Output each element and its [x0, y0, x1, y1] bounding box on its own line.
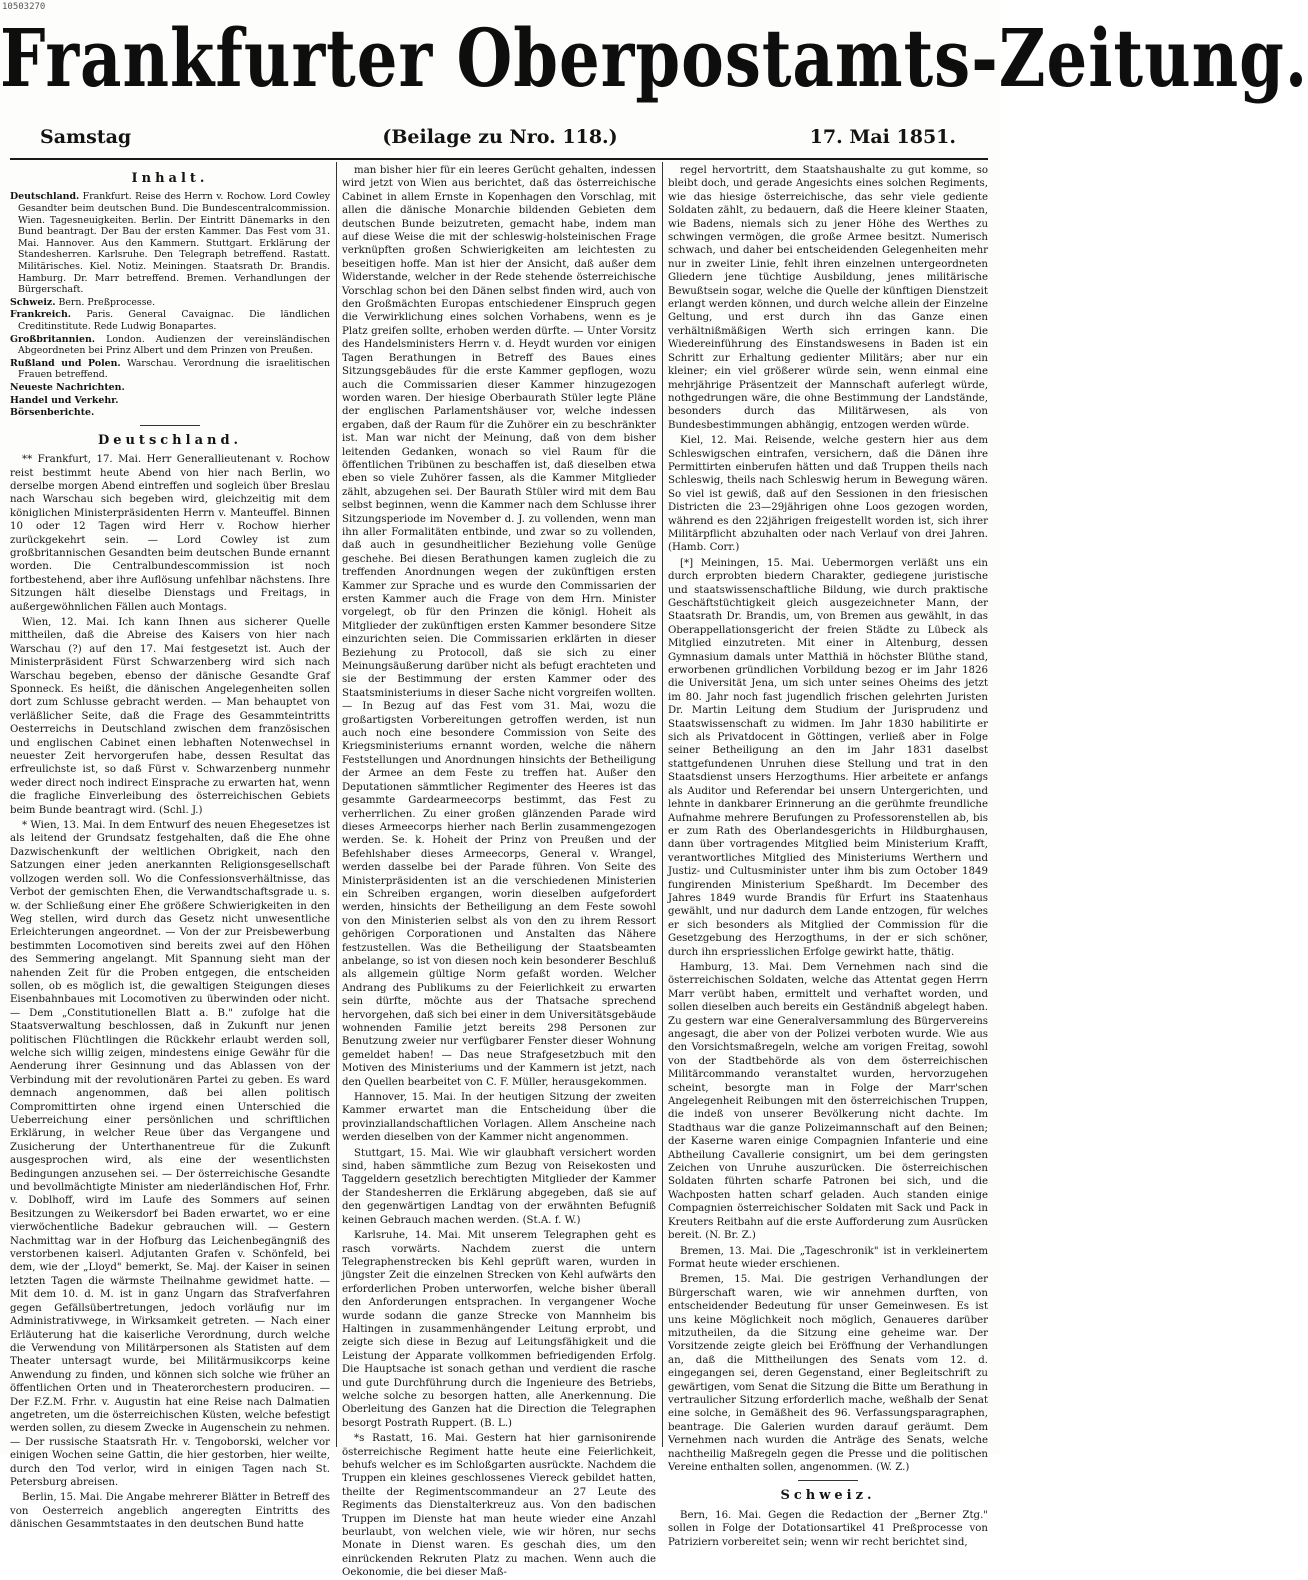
toc-item [10, 407, 330, 419]
header-rule [10, 158, 988, 160]
toc-item [10, 395, 330, 407]
toc-item-text: Frankfurt. Reise des Herrn v. Rochow. Lord Cowley Gesandter beim deutschen Bund. Die Bundescentralcommission. Wien. Tagesneuigkeiten. Berlin. Der Eintritt Dänemarks in den Bund beantragt. Der Bau der ersten Kammer. Das Fest vom 31. Mai. Hannover. Aus den Kammern. Stuttgart. Erklärung der Standesherren. Karlsruhe. Den Telegraph betreffend. Rastatt. Militärisches. Kiel. Notiz. Meiningen. Staatsrath Dr. Brandis. Hamburg. Dr. Marr betreffend. Bremen. Verhandlungen der Bürgerschaft. [18, 191, 330, 296]
toc-item [10, 297, 330, 309]
column-2 [342, 164, 657, 1579]
article-paragraph: [*] Meiningen, 15. Mai. Uebermorgen verläßt uns ein durch erprobten biedern Charakter, gediegene juristische und staatswissenschaftliche Bildung, wie durch praktische Geschäftstüchtigkeit gleich ausgezeichneter Mann, der Staatsrath Dr. Brandis, um, von Bremen aus gewählt, in das Oberappellationsgericht der freien Städte zu Lübeck als Mitglied einzutreten. Mit einer in Altenburg, dessen Gymnasium damals unter Matthiä in höchster Blüthe stand, erworbenen gründlichen Vorbildung bezog er im Jahr 1826 die Universität Jena, um sich unter seines Oheims des jetzt im 80. Jahr noch fast jugendlich frischen gelehrten Juristen Dr. Martin Leitung dem Studium der Jurisprudenz und Staatswissenschaft zu widmen. Im Jahr 1830 habilitirte er sich als Privatdocent in Göttingen, verließ aber in Folge seiner Betheiligung an den im Jahr 1831 daselbst stattgefundenen Unruhen diese Stellung und trat in den Staatsdienst unsers Herzogthums. Hier arbeitete er anfangs als Auditor und Referendar bei unsern Untergerichten, und lehnte in dankbarer Erinnerung an die gerühmte freundliche Aufnahme mehrere Berufungen zu Professorenstellen ab, bis er zum Rath des Oberlandesgerichts in Hildburghausen, dann über vortragendes Mitglied beim Ministerium Krafft, verantwortliches Mitglied des Ministeriums Werthern und Justiz- und Cultusminister unter ihm bis zum October 1849 fungirenden Ministerium Speßhardt. Im December des Jahres 1849 wurde Brandis für Erfurt ins Staatenhaus gewählt, und nur dadurch dem Lande entzogen, für welches er sich besonders als Mitglied der Commission für die Gesetzgebung des Herzogthums, in der er sich schöner, durch ihn erspriesslichen Erfolge gewirkt hatte, thätig. [668, 557, 988, 958]
toc-item-title: Deutschland. [10, 191, 80, 203]
article-paragraph: Stuttgart, 15. Mai. Wie wir glaubhaft versichert worden sind, haben sämmtliche zum Bezug von Reisekosten und Taggeldern gesetzlich berechtigten Mitglieder der Kammer der Standesherren die Erklärung abgegeben, daß sie auf den gegenwärtigen Landtag von der erwähnten Befugniß keinen Gebrauch machen werden. (St.A. f. W.) [342, 1147, 656, 1226]
toc-item [10, 191, 330, 295]
article-paragraph: Berlin, 15. Mai. Die Angabe mehrerer Blätter in Betreff des von Oesterreich angeblich angeregten Eintritts des dänischen Gesammtstaates in den deutschen Bund hatte [10, 1492, 330, 1531]
toc-item-text: Warschau. Verordnung die israelitischen Frauen betreffend. [18, 357, 331, 381]
toc-item-title: Rußland und Polen. [10, 357, 121, 369]
article-paragraph: regel hervortritt, dem Staatshaushalte zu gut komme, so bleibt doch, und gerade Angesichts eines solchen Regiments, wie das hiesige österreichische, das sehr viele gediente Soldaten zählt, zu bedauern, daß die Heere kleiner Staaten, wie Badens, niemals sich zu jener Höhe des Werthes zu schwingen vermögen, die große Armee besitzt. Numerisch schwach, und daher bei entscheidenden Gelegenheiten mehr nur in zweiter Linie, fehlt ihren einzelnen untergeordneten Gliedern jene tüchtige Ausbildung, jenes militärische Bewußtsein sogar, welche die Quelle der künftigen Dienstzeit erlangt werden können, und durch welche allein der Einzelne Geltung, und erst durch ihn das Ganze einen verhältnißmäßigen Werth sich erringen kann. Die Wiedereinführung des Einstandswesens in Baden ist ein Schritt zur Erhaltung gedienter Militärs; aber nur ein kleiner; ein viel größerer würde sein, wenn einmal eine mehrjährige Präsentzeit der Mannschaft auferlegt würde, nothgedrungen wäre, die ohne Bestimmung der Landstände, besonders durch das Militärwesen, als von Bundesbestimmungen abhängig, entzogen werden würde. [668, 165, 988, 431]
issue-weekday: Samstag [40, 126, 132, 148]
toc-item-title: Handel und Verkehr. [10, 394, 119, 406]
article-paragraph: Kiel, 12. Mai. Reisende, welche gestern hier aus dem Schleswigschen eintrafen, versichern, daß die Dänen ihre Permittirten einberufen hätten und daß Truppen theils nach Schleswig, theils nach Schleswig herum in Bewegung wären. So viel ist gewiß, daß auf den Sessionen in den friesischen Districten die 23—29jährigen ohne Loos gezogen worden, während es den 22jährigen freigestellt worden ist, sich ihrer Militärpflicht abzuhalten oder nach Verlauf von drei Jahren. (Hamb. Corr.) [668, 435, 988, 554]
toc-item-text: Paris. General Cavaignac. Die ländlichen Creditinstitute. Rede Ludwig Bonapartes. [18, 309, 330, 332]
article-paragraph: Hamburg, 13. Mai. Dem Vernehmen nach sind die österreichischen Soldaten, welche das Attentat gegen Herrn Marr verübt haben, ermittelt und verhaftet worden, und sollen dieselben auch bereits ein Geständniß abgelegt haben. Zu gestern war eine Generalversammlung des Bürgervereins angesagt, die aber von der Polizei verboten wurde. Wie aus den Vorsichtsmaßregeln, welche am vorigen Freitag, sowohl von der Stadtbehörde als von dem österreichischen Militärcommando veranstaltet wurden, hervorzugehen scheint, besorgte man in Folge der Marr'schen Angelegenheit Reibungen mit den österreichischen Truppen, die indeß von unserer Bevölkerung nicht dachte. Im Stadthaus war die ganze Polizeimannschaft auf den Beinen; der Kaserne waren einige Compagnien Infanterie und eine Abtheilung Cavallerie consignirt, um bei dem geringsten Zeichen von Unruhe auszurücken. Die österreichischen Soldaten führten scharfe Patronen bei sich, und die Wachposten hatten scharf geladen. Auch standen einige Compagnien österreichischer Soldaten mit Sack und Pack in Kreuters Reitbahn auf die erste Aufforderung zum Ausrücken bereit. (N. Br. Z.) [668, 961, 988, 1242]
article-paragraph: Karlsruhe, 14. Mai. Mit unserem Telegraphen geht es rasch vorwärts. Nachdem zuerst die untern Telegraphenstrecken bis Kehl geprüft waren, wurden in jüngster Zeit die einzelnen Strecken von Kehl aufwärts den erforderlichen Proben unterworfen, welche bisher überall den Anforderungen entsprachen. In vergangener Woche wurde sodann die ganze Strecke von Mannheim bis Haltingen in zusammenhängender Leitung erprobt, und zeigte sich diese in Bezug auf Leitungsfähigkeit und die Leistung der Apparate vollkommen befriedigenden Erfolg. Die Hauptsache ist sonach gethan und verdient die rasche und gute Durchführung durch die Ingenieure des Betriebs, welche solche zu besorgen hatten, alle Anerkennung. Die Oberleitung des Ganzen hat die Direction die Telegraphen besorgt Postrath Ruppert. (B. L.) [342, 1230, 656, 1429]
inhalt-heading: Inhalt. [131, 171, 209, 186]
section-heading-schweiz: Schweiz. [780, 1488, 876, 1504]
toc-item-title: Börsenberichte. [10, 407, 95, 419]
article-paragraph: Hannover, 15. Mai. In der heutigen Sitzung der zweiten Kammer erwartet man die Entscheidung über die provinziallandschaftlichen Vorlagen. Allem Anscheine nach werden dieselben von der Kammer nicht angenommen. [342, 1092, 656, 1144]
toc-item-title: Schweiz. [10, 296, 56, 308]
article-paragraph: Bern, 16. Mai. Gegen die Redaction der „Berner Ztg." sollen in Folge der Dotationsartikel 41 Preßprocesse von Patriziern vorbereitet sein; wenn wir recht berichtet sind, [668, 1509, 988, 1548]
section-divider [140, 425, 200, 426]
article-paragraph: Bremen, 15. Mai. Die gestrigen Verhandlungen der Bürgerschaft waren, wie wir annehmen durften, von entscheidender Bedeutung für unser Gemeinwesen. Es ist uns keine Möglichkeit noch möglich, Genaueres darüber mitzutheilen, da die Sitzung eine geheime war. Der Vorsitzende zeigte gleich bei Eröffnung der Verhandlungen an, daß die Mittheilungen des Senats vom 12. d. eingegangen sei, deren Gegenstand, einer Begleitschrift zu gewärtigen, vom Senat die Sitzung die Bitte um Berathung in vertraulicher Sitzung erforderlich mache, weßhalb der Senat eine solche, in Gemäßheit des 96. Verfassungsparagraphen, beantrage. Die Galerien wurden darauf geräumt. Dem Vernehmen nach wurden die Anträge des Senats, welche nachtheilig Maßregeln gegen die Presse und die politischen Vereine enthalten sollen, angenommen. (W. Z.) [668, 1274, 988, 1473]
column-divider-2 [662, 162, 663, 1447]
toc-item-title: Frankreich. [10, 309, 72, 321]
issue-supplement: (Beilage zu Nro. 118.) [382, 126, 618, 148]
article-paragraph: Bremen, 13. Mai. Die „Tageschronik" ist in verkleinertem Format heute wieder erschienen. [668, 1245, 988, 1270]
toc-item [10, 334, 330, 357]
section-divider [798, 1480, 858, 1481]
masthead-title: Frankfurter Oberpostamts-Zeitung. [0, 12, 1308, 106]
toc-item [10, 309, 330, 332]
issue-date: 17. Mai 1851. [809, 126, 956, 148]
toc-item-title: Großbritannien. [10, 333, 96, 345]
toc-item [10, 382, 330, 394]
article-paragraph: Wien, 12. Mai. Ich kann Ihnen aus sicherer Quelle mittheilen, daß die Abreise des Kaisers von hier nach Warschau (?) auf den 17. Mai festgesetzt ist. Auch der Ministerpräsident Fürst Schwarzenberg wird sich nach Warschau begeben, ebenso der dänische Gesandte Graf Sponneck. Es heißt, die dänischen Angelegenheiten sollen dort zum Schlusse gebracht werden. — Man behauptet von verläßlicher Seite, daß die Frage des Gesammteintritts Oesterreichs in Deutschland zwischen dem französischen und englischen Cabinet einen lebhaften Notenwechsel in neuester Zeit hervorgerufen habe, dessen Resultat das erfreulichste ist, so daß Fürst v. Schwarzenberg nunmehr weder direct noch indirect Einsprache zu erwarten hat, wenn die fragliche Einverleibung des österreichischen Gebiets beim Bunde beantragt wird. (Schl. J.) [10, 616, 330, 816]
article-paragraph: * Wien, 13. Mai. In dem Entwurf des neuen Ehegesetzes ist als leitend der Grundsatz festgehalten, daß die Ehe ohne Dazwischenkunft der weltlichen Obrigkeit, nach den Satzungen einer jeden anerkannten Religionsgesellschaft vollzogen werden soll. Wo die Confessionsverhältnisse, das Verbot der gemischten Ehen, die Verwandtschaftsgrade u. s. w. der Schließung einer Ehe größere Schwierigkeiten in den Weg stellen, wird durch das Gesetz nicht unwesentliche Erleichterungen angeordnet. — Von der zur Preisbewerbung bestimmten Locomotiven sind bereits zwei auf den Höhen des Semmering angelangt. Mit Spannung sieht man der nahenden Zeit für die Proben entgegen, die entscheiden sollen, ob es möglich ist, die gewaltigen Steigungen dieses Eisenbahnbaues mit Locomotiven zu überwinden oder nicht. — Dem „Constitutionellen Blatt a. B." zufolge hat die Staatsverwaltung beschlossen, daß in Zukunft nur jenen politischen Flüchtlingen die Rückkehr erlaubt werden soll, welche sich willig zeigen, mindestens einige Gewähr für die Aenderung ihrer Gesinnung und das Ablassen von der Verbindung mit der revolutionären Partei zu geben. Es ward demnach angenommen, daß bei allen politisch Compromittirten ohne irgend einen Unterschied die Ueberreichung einer persönlichen und schriftlichen Erklärung, in welcher Reue über das Vergangene und Zusicherung der Unterthanentreue für die Zukunft ausgesprochen wird, als eine der wesentlichsten Bedingungen anzusehen sei. — Der österreichische Gesandte und bevollmächtigte Minister am niederländischen Hof, Frhr. v. Doblhoff, wird im Laufe des Sommers auf seinen Besitzungen zu Weikersdorf bei Baden erwartet, wo er eine vierwöchentliche Badekur gebrauchen will. — Gestern Nachmittag war in der Hofburg das Leichenbegängniß des verstorbenen kaiserl. Adjutanten Grafen v. Schönfeld, bei dem, wie der „Lloyd" bemerkt, Se. Maj. der Kaiser in seinen letzten Tagen die wärmste Theilnahme gewidmet hatte. — Mit dem 10. d. M. ist in ganz Ungarn das Strafverfahren gegen Gefällsübertretungen, jedoch vorläufig nur im Administrativwege, in Wirksamkeit getreten. — Nach einer Erläuterung hat die kaiserliche Verordnung, durch welche die Verwendung von Militärpersonen als Statisten auf dem Theater untersagt wurde, bei Militärmusikcorps keine Anwendung zu finden, und können sich solche wie früher an öffentlichen Orten und in Theaterorchestern produciren. — Der F.Z.M. Frhr. v. Augustin hat eine Reise nach Dalmatien angetreten, um die österreichischen Küsten, welche befestigt werden sollen, zu diesem Zwecke in Augenschein zu nehmen. — Der russische Staatsrath Hr. v. Tengoborski, welcher vor einigen Wochen seine Gattin, die hier gestorben, hier weilte, durch den Tod verlor, wird in einigen Tagen nach St. Petersburg abreisen. [10, 820, 330, 1488]
article-paragraph: man bisher hier für ein leeres Gerücht gehalten, indessen wird jetzt von Wien aus berichtet, daß das österreichische Cabinet in allem Ernste in Kopenhagen den Vorschlag, mit allen die dänische Monarchie bildenden Gebieten dem deutschen Bunde beizutreten, gemacht habe, indem man auf diese Weise die mit der schleswig-holsteinischen Frage verknüpften großen Schwierigkeiten am leichtesten zu beseitigen hoffe. Man ist hier der Ansicht, daß außer dem Widerstande, welcher in der Rede stehende österreichische Vorschlag schon bei den Dänen selbst finden wird, auch von den Großmächten Europas entschiedener Einspruch gegen die Verwirklichung eines solchen Vorhabens, wenn es je Platz greifen sollte, erhoben werden dürfte. — Unter Vorsitz des Handelsministers Herrn v. d. Heydt wurden vor einigen Tagen Berathungen in Betreff des Baues eines Sitzungsgebäudes für die erste Kammer gepflogen, wozu auch die Commissarien dieser Kammer hinzugezogen worden waren. Der hiesige Oberbaurath Stüler legte Pläne der englischen Parlamentshäuser vor, welche indessen ergaben, daß der Raum für die Zuhörer ein zu beschränkter ist. Man war nicht der Meinung, daß von dem bisher leitenden Gedanken, wonach so viel Raum für die öffentlichen Tribünen zu beschaffen ist, daß dieselben etwa eben so viele Zuhörer fassen, als die Kammer Mitglieder zählt, abzugehen sei. Der Baurath Stüler wird mit dem Bau selbst beginnen, wenn die Kammer nach dem Schlusse ihrer Sitzungsperiode im November d. J. zu vollenden, wenn man ihn aller Formalitäten entbinde, und zwar so zu vollenden, daß auch in gesundheitlicher Beziehung volle Genüge geschehe. Bei diesen Berathungen kamen zugleich die zu treffenden Anordnungen wegen der zukünftigen ersten Kammer zur Sprache und es wurde den Commissarien der ersten Kammer auch die Frage von dem Hrn. Minister vorgelegt, ob für den Prinzen die königl. Hoheit als Mitglieder der zukünftigen ersten Kammer besondere Sitze einzurichten seien. Die Commissarien erklärten in dieser Beziehung zu Protocoll, daß sie sich zu einer Meinungsäußerung darüber nicht als befugt erachteten und sie der Bestimmung der ersten Kammer oder des Staatsministeriums in dieser Sache nicht vorgreifen wollten. — In Bezug auf das Fest vom 31. Mai, wozu die großartigsten Vorbereitungen getroffen werden, ist nun auch noch eine besondere Commission von Seite des Kriegsministeriums ernannt worden, welche die nähern Feststellungen und Anordnungen hinsichts der Betheiligung der Armee an dem Feste zu treffen hat. Außer den Deputationen sämmtlicher Regimenter des Heeres ist das gesammte Gardearmeecorps bestimmt, das Fest zu verherrlichen. Zu einer großen glänzenden Parade wird dieses Armeecorps hierher nach Berlin zusammengezogen werden. Se. k. Hoheit der Prinz von Preußen und der Befehlshaber dieses Armeecorps, General v. Wrangel, werden dasselbe bei der Parade führen. Von Seite des Ministerpräsidenten ist an die verschiedenen Ministerien ein Schreiben ergangen, worin dieselben aufgefordert werden, hinsichts der Betheiligung an dem Feste sowohl von den Ministerien selbst als von den zu ihrem Ressort gehörigen Corporationen und Anstalten das Nähere festzustellen. Was die Betheiligung der Staatsbeamten anbelange, so ist von diesen noch kein besonderer Beschluß als allgemein gültige Norm gefaßt worden. Welcher Andrang des Publikums zu der Feierlichkeit zu erwarten sein dürfte, möchte aus der Thatsache sprechend hervorgehen, daß sich bei einer in dem Universitätsgebäude wohnenden Familie jetzt bereits 298 Personen zur Benutzung zweier nur verfügbarer Fenster dieser Wohnung gemeldet haben! — Das neue Strafgesetzbuch mit den Motiven des Ministeriums und der Kammern ist jetzt, nach den Quellen bearbeitet von C. F. Müller, herausgekommen. [342, 165, 657, 1088]
section-heading-deutschland: Deutschland. [97, 432, 243, 448]
toc-item-text: London. Audienzen der vereinsländischen Abgeordneten bei Prinz Albert und dem Prinzen von Preußen. [18, 333, 330, 357]
toc-item [10, 358, 330, 381]
table-of-contents [10, 191, 330, 418]
article-paragraph: ** Frankfurt, 17. Mai. Herr Generallieutenant v. Rochow reist bestimmt heute Abend von hier nach Berlin, wo derselbe morgen Abend eintreffen und sogleich über Breslau nach Warschau sich begeben wird, gleichzeitig mit dem königlichen Ministerpräsidenten Herrn v. Manteuffel. Binnen 10 oder 12 Tagen wird Herr v. Rochow hierher zurückgekehrt sein. — Lord Cowley ist zum großbritannischen Gesandten beim deutschen Bunde ernannt worden. Die Centralbundescommission ist noch fortbestehend, aber ihre Auflösung unfehlbar nächstens. Ihre Sitzungen hält dieselbe Dienstags und Freitags, in außergewöhnlichen Fällen auch Montags. [10, 454, 330, 613]
column-divider-1 [336, 162, 337, 1447]
dateline [0, 126, 1000, 156]
catalog-stamp: 10503270 [2, 2, 46, 12]
toc-item-text: Bern. Preßprocesse. [55, 296, 156, 308]
column-1 [10, 164, 331, 1531]
article-paragraph: *s Rastatt, 16. Mai. Gestern hat hier garnisonirende österreichische Regiment hatte heute eine Feierlichkeit, behufs welcher es im Schloßgarten ausrückte. Nachdem die Truppen ein kleines geschlossenes Viereck gebildet hatten, theilte der Regimentscommandeur an 27 Leute des Regiments das Dienstalterkreuz aus. Von den badischen Truppen im Dienste hat man heute wieder eine Anzahl beurlaubt, von welchen viele, wie wir hören, nur sechs Monate in Dienst waren. Es geschah dies, um den einrückenden Rekruten Platz zu machen. Wenn auch die Oekonomie, die bei dieser Maß- [342, 1433, 656, 1579]
toc-item-title: Neueste Nachrichten. [10, 381, 125, 393]
column-3 [668, 164, 988, 1548]
